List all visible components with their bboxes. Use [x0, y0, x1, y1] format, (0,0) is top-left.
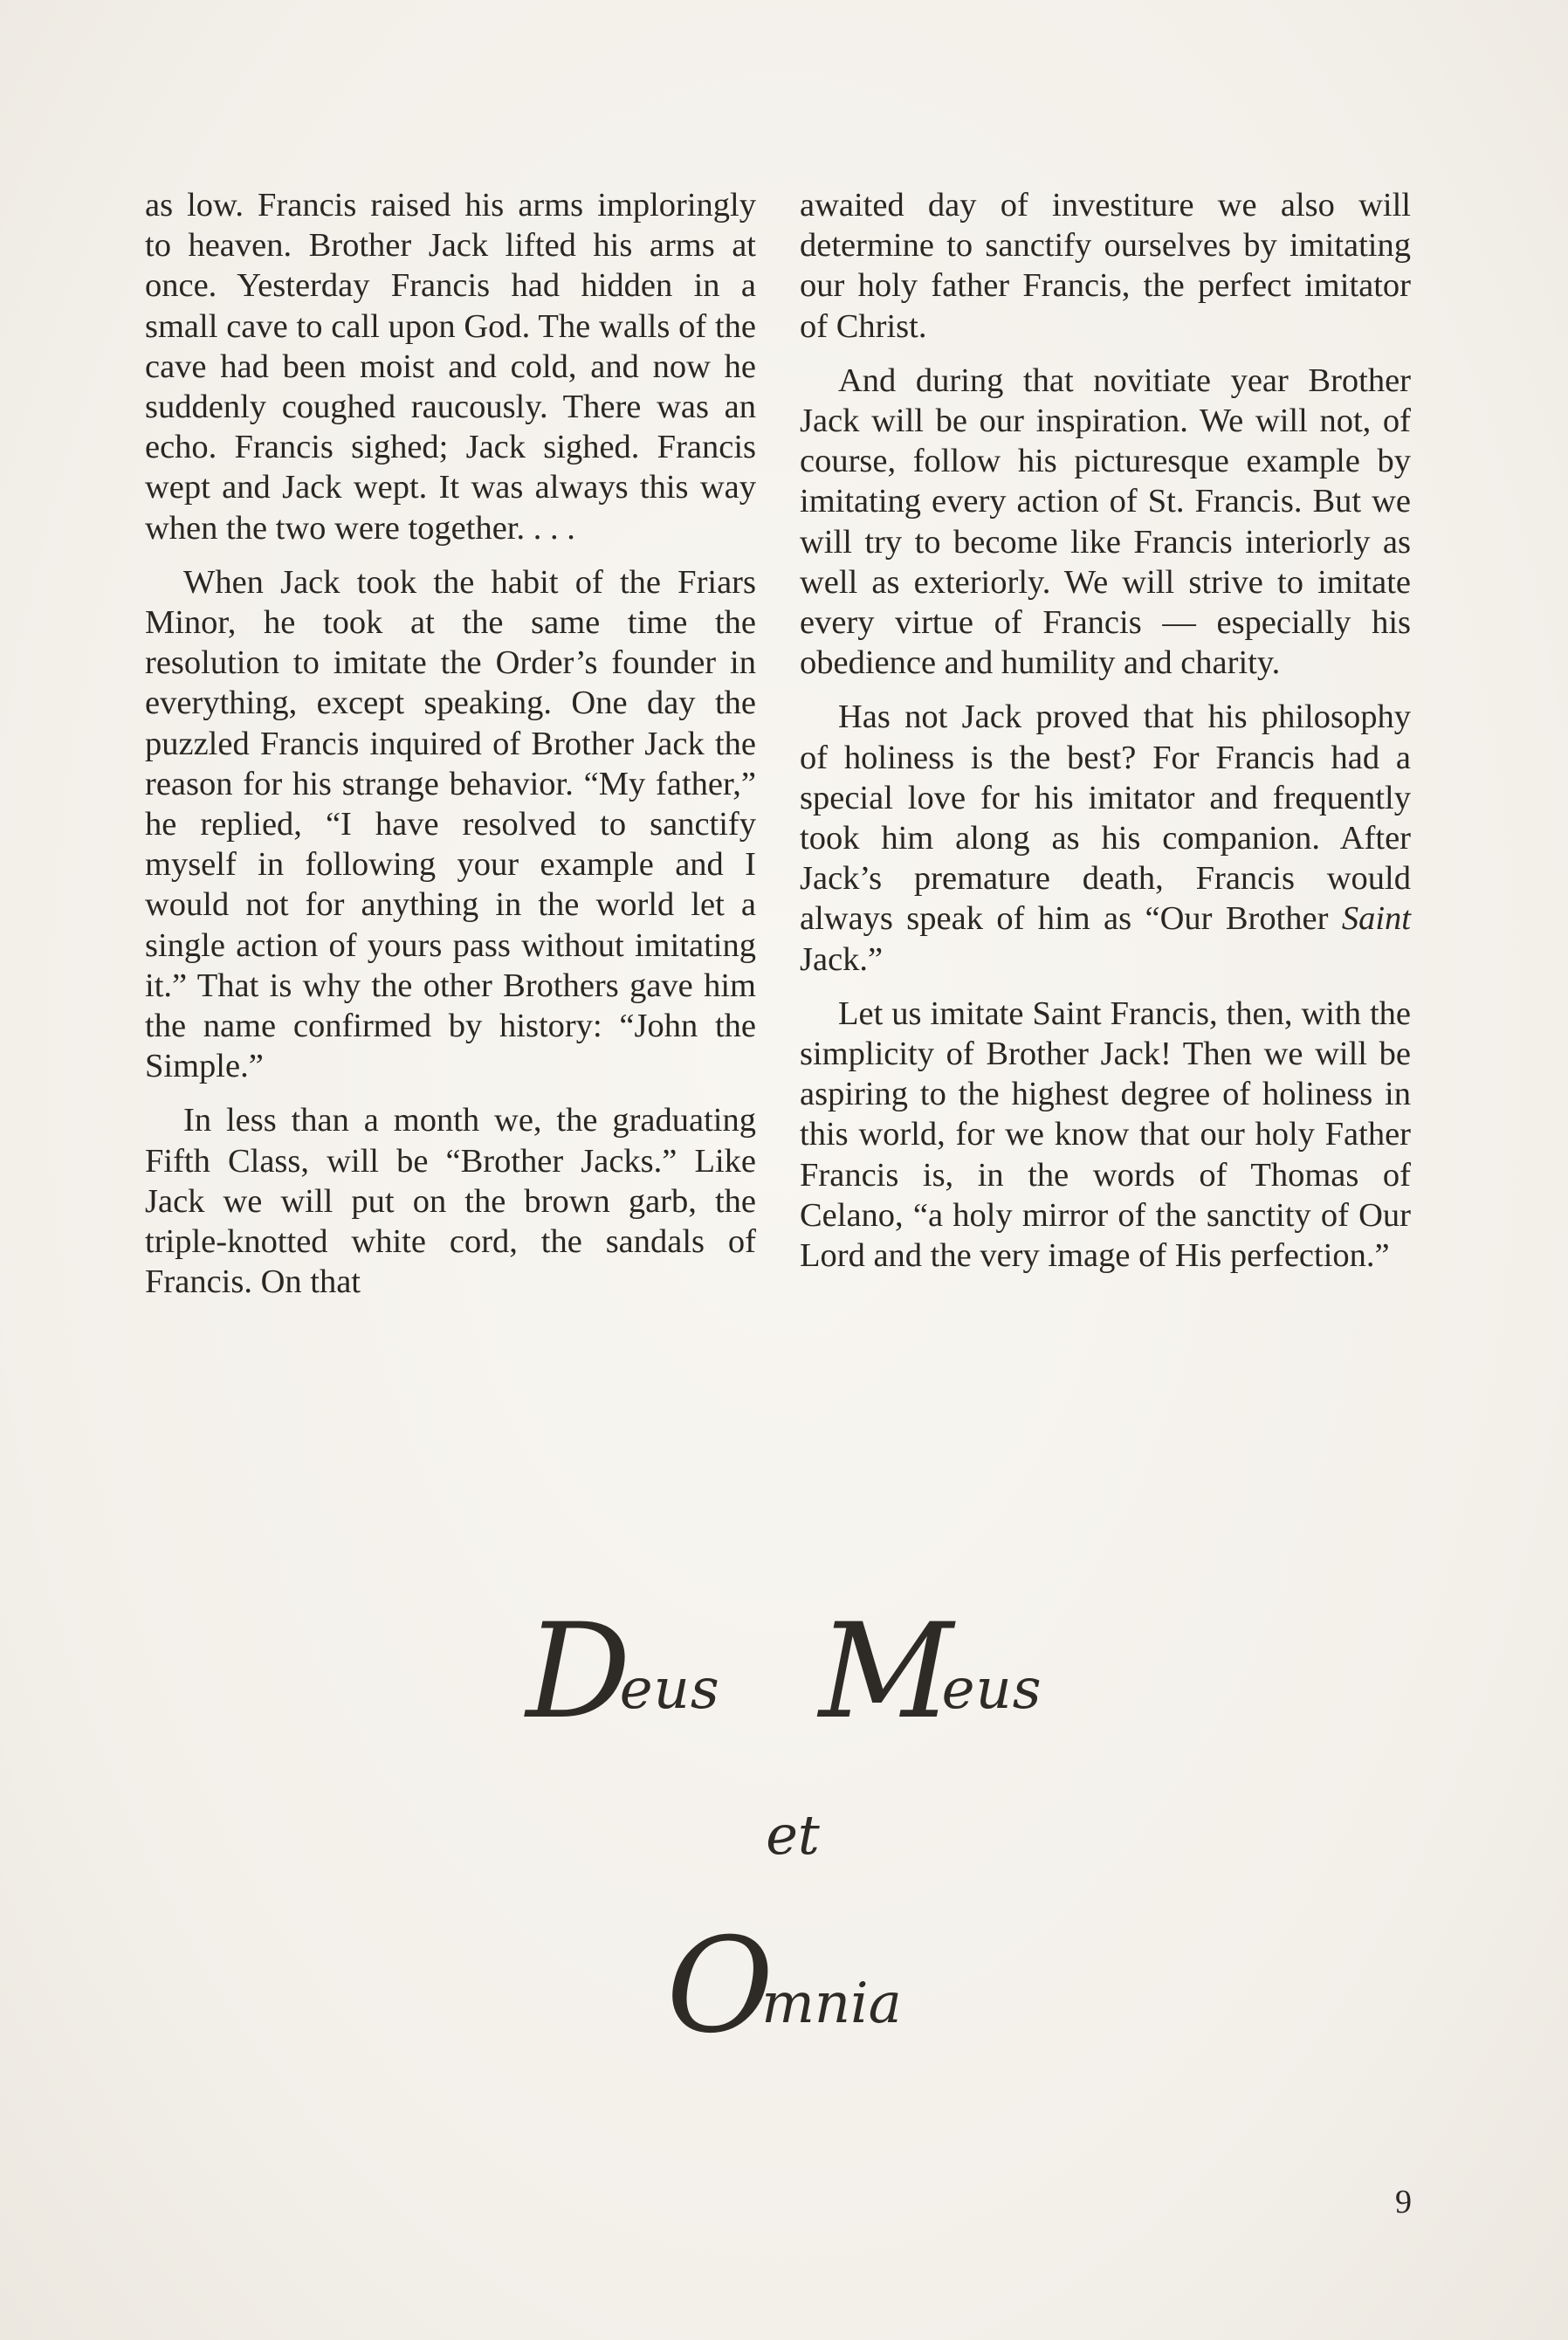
- motto-line-3: [0, 1910, 1568, 2062]
- motto-initial: M: [819, 1596, 954, 1748]
- paragraph: Let us imitate Saint Francis, then, with the simplicity of Brother Jack! Then we will be aspiring to the highest degree of holiness in this world, for we know that our holy Father Francis is, in the words of Thomas of Celano, “a holy mirror of the sanctity of Our Lord and the very image of His perfection.”: [800, 994, 1411, 1275]
- left-text-column: [145, 185, 756, 1316]
- motto-initial: D: [526, 1596, 632, 1748]
- motto-word-meus: [819, 1596, 1042, 1748]
- motto-word-rest: eus: [619, 1657, 720, 1722]
- motto-initial: O: [666, 1910, 774, 2062]
- paragraph-tail: Jack.”: [800, 940, 884, 978]
- motto-line-2: [0, 1803, 1568, 1867]
- paragraph: When Jack took the habit of the Friars Minor, he took at the same time the resolution to imitate the Order’s founder in everything, except speaking. One day the puzzled Francis inquired of Brother Jack the reason for his strange behavior. “My father,” he replied, “I have resolved to sanctify myself in following your example and I would not for anything in the world let a single action of yours pass without imitating it.” That is why the other Brothers gave him the name confirmed by history: “John the Simple.”: [145, 563, 756, 1085]
- paragraph: [800, 697, 1411, 979]
- motto-word-et: et: [766, 1803, 820, 1867]
- motto-word-rest: eus: [941, 1657, 1042, 1722]
- paragraph: as low. Francis raised his arms imploringly to heaven. Brother Jack lifted his arms at once. Yesterday Francis had hidden in a small cave to call upon God. The walls of the cave had been moist and cold, and now he suddenly coughed raucously. There was an echo. Francis sighed; Jack sighed. Francis wept and Jack wept. It was always this way when the two were together. . . .: [145, 187, 756, 547]
- paragraph: In less than a month we, the graduating Fifth Class, will be “Brother Jacks.” Like Jack we will put on the brown garb, the triple-knotted white cord, the sandals of Francis. On that: [145, 1102, 756, 1301]
- motto-word-omnia: [666, 1910, 902, 2062]
- right-text-column: [800, 185, 1411, 1290]
- italic-word: Saint: [1341, 900, 1412, 938]
- paragraph-text: Has not Jack proved that his philosophy of holiness is the best? For Francis had a special love for his imitator and frequently took him along as his companion. After Jack’s premature death, Francis would always speak of him as “Our Brother: [800, 699, 1411, 938]
- motto-word-deus: [526, 1596, 720, 1748]
- paragraph: And during that novitiate year Brother Jack will be our inspiration. We will not, of course, follow his picturesque example by imitating every action of St. Francis. But we will try to become like Francis interiorly as well as exteriorly. We will strive to imitate every virtue of Francis — especially his obedience and humility and charity.: [800, 361, 1411, 682]
- paragraph: awaited day of investiture we also will determine to sanctify ourselves by imitating our holy father Francis, the perfect imitator of Christ.: [800, 187, 1411, 345]
- motto-line-1: [0, 1596, 1568, 1748]
- page-number: 9: [1395, 2184, 1412, 2220]
- motto-word-rest: mnia: [761, 1972, 902, 2036]
